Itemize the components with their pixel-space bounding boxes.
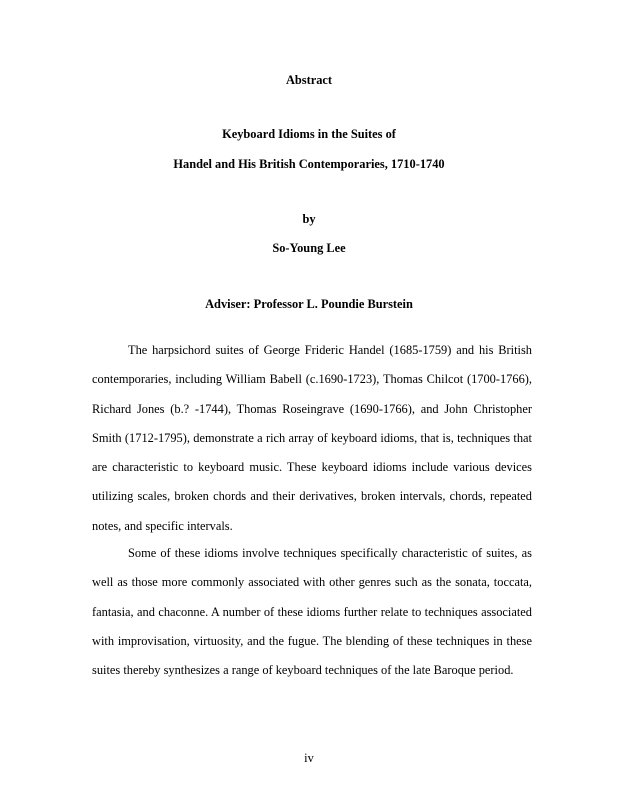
title-line-1: Keyboard Idioms in the Suites of [222,127,396,141]
page-number: iv [304,751,314,765]
by-label: by [302,212,316,226]
author-name: So-Young Lee [272,241,346,255]
abstract-paragraph-2: Some of these idioms involve techniques specifically characteristic of suites, as well as those more commonly associated with other genres such as the sonata, toccata, fantasia, and chaconne. A number of these idioms further relate to techniques associated with improvisation, virtuosity, and the fugue. The blending of these techniques in these suites thereby synthesizes a range of keyboard techniques of the late Baroque period. [92,546,532,678]
title-line-2: Handel and His British Contemporaries, 1710-1740 [173,157,445,171]
abstract-heading: Abstract [285,73,333,87]
abstract-paragraph-1: The harpsichord suites of George Frideric Handel (1685-1759) and his British contemporaries, including William Babell (c.1690-1723), Thomas Chilcot (1700-1766), Richard Jones (b.? -1744), Thomas Roseingrave (1690-1766), and John Christopher Smith (1712-1795), demonstrate a rich array of keyboard idioms, that is, techniques that are characteristic to keyboard music. These keyboard idioms include various devices utilizing scales, broken chords and their derivatives, broken intervals, chords, repeated notes, and specific intervals. [92,343,532,533]
adviser-line: Adviser: Professor L. Poundie Burstein [205,297,413,311]
